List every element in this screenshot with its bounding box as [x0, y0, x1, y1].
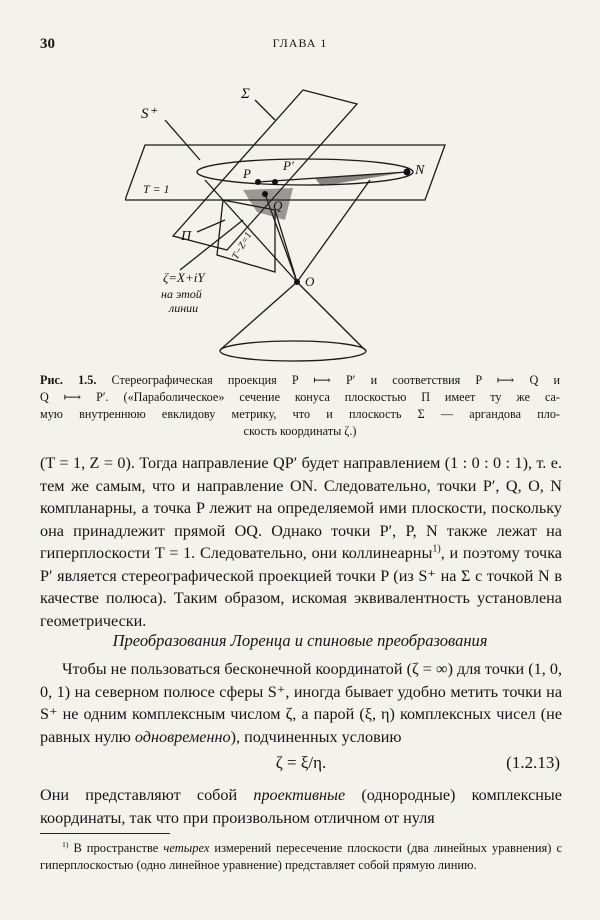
equation-1-2-13	[40, 753, 562, 777]
label-pi: Π	[181, 229, 192, 244]
label-s-plus: S⁺	[141, 106, 157, 122]
label-q: Q	[273, 198, 283, 213]
pointer-zeta	[180, 220, 243, 270]
label-sigma: Σ	[241, 86, 250, 102]
paragraph-2-italic: одновременно	[134, 727, 231, 746]
footnote-divider	[40, 833, 170, 834]
footnote-text-start: В пространстве	[68, 841, 164, 855]
caption-line-1: Стереографическая проекция P ⟼ P′ и соответствия P ⟼ Q и	[111, 373, 560, 387]
paragraph-1-end: , и поэтому точка P′ является стереографической проекцией точки P (из S⁺ на Σ с точкой N в качестве полюса). Таким образом, искомая эквивалентность установлена геометрически.	[40, 544, 562, 630]
paragraph-3-start: Они представляют собой	[40, 786, 254, 804]
label-t-minus-z: T−Z=1	[230, 230, 255, 262]
point-q	[262, 191, 268, 197]
paragraph-2-end: ), подчиненных условию	[230, 727, 402, 746]
footnote-text-end: измерений пересечение плоскости (два линейных уравнения) с гиперплоскостью (одно линейное уравнение) представляет собой прямую линию.	[40, 841, 562, 872]
paragraph-1-text: (T = 1, Z = 0). Тогда направление QP′ будет направлением (1 : 0 : 0 : 1), т. е. тем же самым, что и направление ON. Следовательно, точки P′, Q, O, N компланарны, а точка P лежит на определяемой ими плоскости, поскольку она принадлежит прямой OQ. Однако точки P′, P, N также лежат на гиперплоскости T = 1. Следовательно, они коллинеарны	[40, 454, 562, 562]
paragraph-3-end: (однородные) комплексные координаты, так что при произвольном отличном от нуля	[40, 786, 562, 827]
caption-line-2: Q ⟼ P′. («Параболическое» сечение конуса плоскостью Π имеет ту же са-	[40, 390, 560, 404]
caption-label: Рис. 1.5.	[40, 373, 97, 387]
label-t-eq-1: T = 1	[143, 182, 170, 196]
paragraph-2-start: Чтобы не пользоваться бесконечной координатой (ζ = ∞) для точки (1, 0, 0, 1) на северном полюсе сферы S⁺, иногда бывает удобно метить точки на S⁺ не одним комплексным числом ζ, а парой (ξ, η) комплексных чисел (не равных нулю	[40, 660, 562, 746]
shaded-sector	[243, 188, 293, 220]
page-number: 30	[40, 36, 55, 52]
figure-drawing	[125, 60, 465, 370]
footnote	[40, 840, 562, 873]
label-zeta-line2: на этой	[161, 287, 202, 301]
caption-line-3: мую внутреннюю евклидову метрику, что и плоскость Σ — аргандова пло-	[40, 407, 560, 421]
point-n	[404, 169, 411, 176]
section-title: Преобразования Лоренца и спиновые преобразования	[112, 631, 488, 650]
page-header	[40, 36, 560, 56]
pointer-s-plus	[165, 120, 200, 160]
footnote-marker: 1)	[62, 839, 69, 849]
label-p-prime: P′	[283, 158, 294, 173]
cone-lower-base	[220, 341, 366, 361]
cone-lower-left-edge	[220, 282, 297, 350]
equation-number: (1.2.13)	[506, 753, 560, 772]
point-o	[294, 279, 300, 285]
paragraph-1	[40, 452, 562, 632]
cone-upper-right-edge	[297, 180, 370, 282]
figure-stereographic-projection	[125, 60, 465, 370]
footnote-italic: четырех	[163, 841, 210, 855]
paragraph-3	[40, 784, 562, 829]
cone-lower-right-edge	[297, 282, 365, 350]
figure-caption	[40, 372, 560, 440]
label-n: N	[415, 163, 425, 178]
point-p	[255, 179, 261, 185]
equation-formula: ζ = ξ/η.	[275, 753, 327, 772]
paragraph-3-italic: проективные	[253, 786, 346, 804]
point-p-prime	[272, 179, 278, 185]
chapter-title: ГЛАВА 1	[272, 36, 328, 50]
label-p: P	[243, 166, 251, 181]
sigma-plane	[173, 90, 357, 250]
pointer-sigma	[255, 100, 275, 120]
label-o: O	[305, 274, 315, 289]
caption-line-4: скость координаты ζ.)	[243, 424, 357, 438]
parabola-axis	[275, 210, 297, 282]
paragraph-2	[40, 658, 562, 748]
label-zeta-line3: линии	[169, 301, 199, 315]
label-zeta-line1: ζ=X+iY	[163, 270, 205, 285]
footnote-ref: 1)	[432, 543, 441, 555]
